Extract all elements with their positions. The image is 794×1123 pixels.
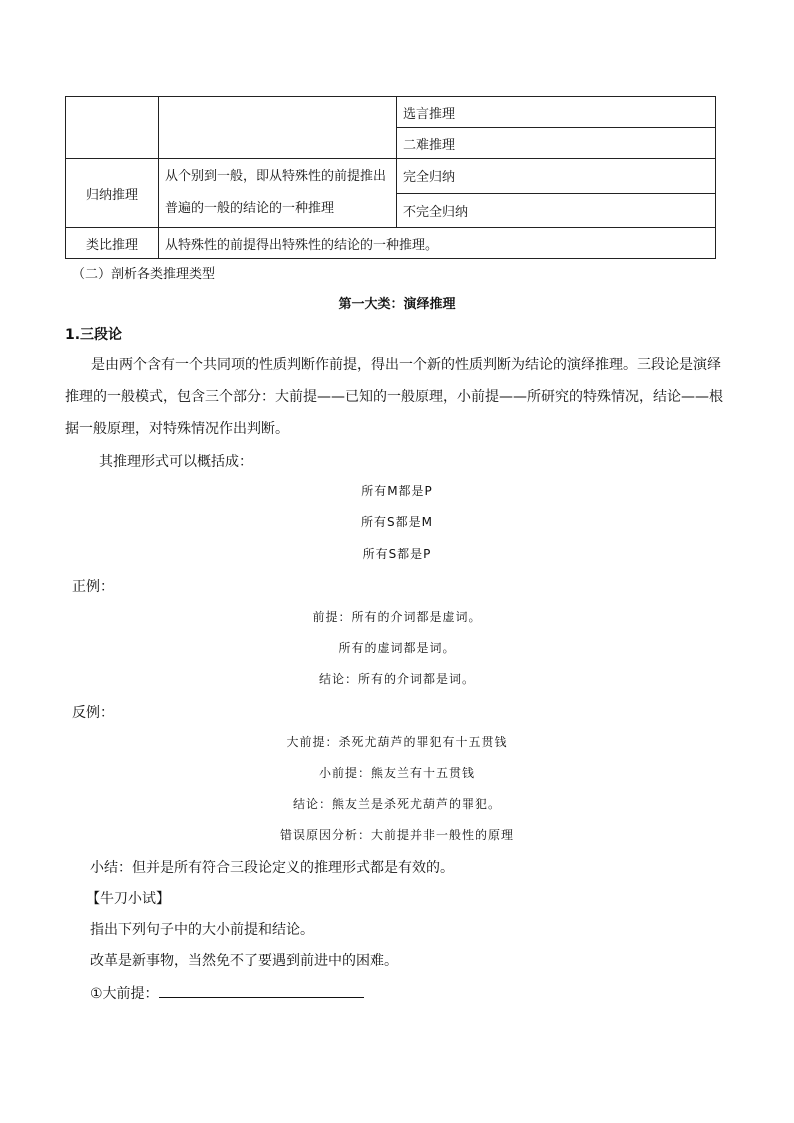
table-cell: 完全归纳	[397, 159, 716, 194]
exercise-instruction: 指出下列句子中的大小前提和结论。	[90, 922, 314, 938]
form-intro: 其推理形式可以概括成：	[99, 454, 253, 470]
exercise-title: 【牛刀小试】	[86, 891, 170, 907]
example-line: 结论：所有的介词都是词。	[318, 672, 475, 686]
table-row	[66, 228, 716, 259]
table-cell	[66, 97, 159, 159]
blank-label: ①大前提：	[90, 986, 159, 1002]
intro-paragraph: 是由两个含有一个共同项的性质判断作前提，得出一个新的性质判断为结论的演绎推理。三段论是演绎推理的一般模式，包含三个部分：大前提——已知的一般原理，小前提——所研究的特殊情况，结论——根据一般原理，对特殊情况作出判断。	[65, 357, 723, 437]
example-line: 前提：所有的介词都是虚词。	[312, 610, 482, 624]
negative-example-label: 反例：	[72, 705, 114, 721]
table-cell: 选言推理	[397, 97, 716, 128]
table-cell: 归纳推理	[66, 159, 159, 228]
example-line: 大前提：杀死尤葫芦的罪犯有十五贯钱	[286, 735, 508, 749]
table-row	[66, 97, 716, 128]
exercise-sentence: 改革是新事物，当然免不了要遇到前进中的困难。	[90, 953, 398, 969]
answer-blank[interactable]	[159, 985, 364, 998]
example-line: 所有的虚词都是词。	[338, 641, 456, 655]
example-line: 错误原因分析：大前提并非一般性的原理	[279, 828, 514, 842]
table-row	[66, 159, 716, 194]
answer-blank-row	[90, 983, 364, 1003]
positive-example-label: 正例：	[72, 579, 114, 595]
summary: 小结：但并是所有符合三段论定义的推理形式都是有效的。	[90, 860, 454, 876]
table-cell: 不完全归纳	[397, 193, 716, 228]
form-line: 所有S都是M	[361, 515, 433, 529]
form-line: 所有S都是P	[362, 547, 432, 561]
major-heading: 第一大类：演绎推理	[338, 297, 456, 312]
table-cell	[159, 97, 397, 159]
section-label: （二）剖析各类推理类型	[72, 267, 216, 282]
table-cell: 从个别到一般，即从特殊性的前提推出普遍的一般的结论的一种推理	[159, 159, 397, 228]
table-cell: 从特殊性的前提得出特殊性的结论的一种推理。	[159, 228, 716, 259]
form-line: 所有M都是P	[361, 484, 433, 498]
reasoning-types-table	[65, 96, 716, 259]
sub-heading: 1.三段论	[65, 327, 123, 343]
table-cell: 二难推理	[397, 128, 716, 159]
example-line: 小前提：熊友兰有十五贯钱	[318, 766, 475, 780]
table-cell: 类比推理	[66, 228, 159, 259]
example-line: 结论：熊友兰是杀死尤葫芦的罪犯。	[292, 797, 501, 811]
